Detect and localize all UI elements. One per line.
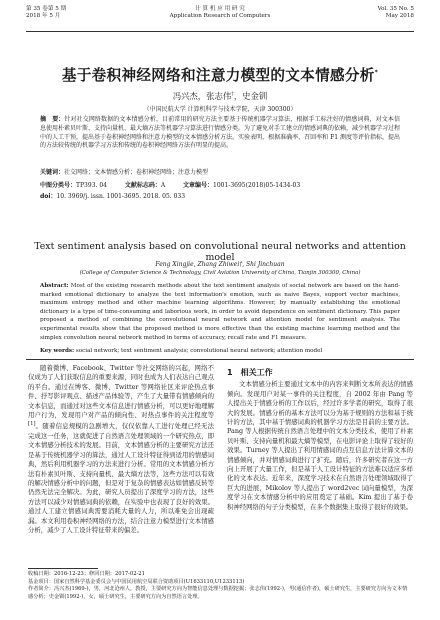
keywords-en-label: Key words:: [40, 348, 75, 354]
paper-title-text: 基于卷积神经网络和注意力模型的文本情感分析: [61, 67, 375, 84]
clc-label: 中图分类号：: [40, 182, 77, 189]
footnote-fund: 基金项目：国家自然科学基金委员会与中国民用航空局联合资助项目(U1633110,U1233113): [28, 578, 245, 585]
body-paragraph: 随着微博、Facebook、Twitter 等社交网络的兴起，网络不仅成为了人们获取信息的重要来源，同时也成为人们表达自己观点的平台。通过在博客、微博、Twitter 等网络社区来评论热点事件、抒写影评观点、描述产品体验等，产生了大量带有情感倾向的文本信息，而通过对这些文本信息进行情感分析，可以更好地理解用户行为，发现用户对产品的倾向性、对热点事件的关注程度等[1]。随着信息规模的急剧增大，仅仅依靠人工进行处理已经无法完成这一任务，这就促进了自然语言处理领域的一个研究热点，即文本情感分析技术的发展。目前，文本情感分析的主要研究方法还是基于传统机器学习的算法，通过人工设计特征得到适用的情感词典，然后利用机器学习的方法来进行分析。常用的文本情感分析方法有朴素贝叶斯、支持向量机、最大熵方法等，这些方法可以有效的解决情感分析中的问题，但是对于复杂的情感表达如情感反转等仍然无法完全解决。为此，研究人员提出了深度学习的方法，这些方法可以减少对情感词典的依赖，在实验中也表现了良好的效果。通过人工建立情感词典需要消耗大量的人力，所以难免会出现疏漏。本文利用卷积神经网络的方法，结合注意力模型进行文本情感分析，减少了人工设计特征带来的偏差。: [28, 364, 214, 535]
abstract-rule: [26, 359, 414, 360]
header-date-en: May 2018: [385, 13, 414, 20]
doc-code-value: A: [160, 182, 166, 189]
footnote-received: 收稿日期：2016-12-23；修回日期：2017-02-21: [28, 571, 145, 577]
classification-line: [40, 182, 400, 191]
body-paragraph: 文本情感分析主要通过文本中的内容来判断文本所表达的情感倾向。发现用户对某一事件的关注程度，自 2002 年由 Pang 等人提出关于情感分析的工作以后，经过许多学者的研究，取得了很大的发展。情感分析的基本方法可以分为基于规则的方法和基于统计的方法，其中基于情感词典的机器学习方法是目前的主要方法。Pang 等人根据传统自然语言处理中的文本分类技术，使用了朴素贝叶斯、支持向量机和最大熵等模型，在电影评论上取得了较好的效果。Turney 等人提出了利用情感词的点互信息方法计算文本的情感倾向，并对情感词典进行了扩充。随后，许多研究者在这一方向上开展了大量工作，但是基于人工设计特征的方法难以适应多样化的文本表达。近年来，深度学习技术在自然语言处理领域取得了巨大的进展，Mikolov 等人提出了 word2vec 词向量模型，为深度学习在文本情感分析中的应用奠定了基础。Kim 提出了基于卷积神经网络的句子分类模型，在多个数据集上取得了很好的效果。: [227, 380, 413, 511]
corresponding-mark: †: [231, 91, 234, 98]
keywords-cn-label: 关键词：: [40, 169, 65, 176]
title-footnote-mark: *: [374, 69, 379, 77]
running-header: [26, 6, 414, 30]
keywords-en: [40, 347, 400, 355]
header-volume: 第 35 卷第 5 期: [26, 6, 67, 12]
english-affiliation: (College of Computer Science & Technology, Civil Aviation University of China, Tianjin 300300, China): [79, 270, 361, 276]
section-heading: 1 相关工作: [227, 368, 273, 377]
article-no-label: 文章编号：: [183, 182, 214, 189]
doc-code-label: 文献标志码：: [124, 182, 161, 189]
header-journal: [26, 6, 414, 21]
body-column-right: [227, 364, 413, 512]
clc-value: TP393. 04: [76, 182, 107, 189]
header-journal-cn: 计 算 机 应 用 研 究: [195, 6, 245, 12]
abstract-cn: [40, 116, 400, 151]
english-title: Text sentiment analysis based on convolutional neural networks and attention model: [34, 241, 406, 263]
authors-tail: ，史金钏: [233, 91, 268, 101]
body-column-left: [28, 364, 214, 535]
header-vol-no: Vol. 35 No. 5: [377, 6, 414, 12]
author-list: [0, 90, 440, 102]
header-rule: [26, 31, 414, 32]
authors-main: 冯兴杰，张志伟: [172, 91, 232, 101]
doi-label: doi：: [40, 193, 57, 200]
abstract-cn-text: 针对社交网络数据的文本情感分析，目前常用的研究方法主要基于传统机器学习算法，根据手工标注好的情感词典，对文本信息使用朴素贝叶斯、支持向量机、最大熵方法等机器学习算法进行情感分类。为了避免对手工建立的情感词典的依赖，减少机器学习过程中的人工干预，提出基于卷积神经网络和注意力模型的文本情感分析方法。实验表明，根据准确率、召回率和 F1 测度等评价指标，提出的方法较传统的机器学习方法和传统的卷积神经网络方法有明显的提高。: [40, 116, 401, 150]
footnote-rule: [28, 568, 98, 569]
footnote-bio: 作者简介：冯兴杰(1969-)，男，河北沧州人，教授，主要研究方向为智能信息处理与数据挖掘；张志伟(1992-)，男(通信作者)，硕士研究生，主要研究方向为文本情感分析；史金钏(1992-)，女，硕士研究生，主要研究方向为自然语言处理。: [28, 586, 408, 600]
abstract-en-text: Most of the existing research methods about the text sentiment analysis of social network are based on the hand-marked emotional dictionary to analyze the text information's emotion, such as naive Bayes, support vector machines, maximum entropy method and other machine learning algorithms. However, by manually establishing the emotional dictionary is a type of time-consuming and laborious work, in order to avoid dependence on sentiment dictionary. This paper proposed a method of combining the convolutional neural network and attention model for sentiment analysis. The experimental results show that the proposed method is more effective than the existing machine learning method and the simplex convolution neural network method in terms of accuracy, recall rate and F1 measure.: [40, 283, 400, 341]
abstract-en-label: Abstract:: [40, 283, 69, 289]
doi-value: 10. 3969/j. issn. 1001-3695. 2018. 05. 033: [56, 193, 186, 200]
footnote: [28, 571, 412, 601]
affiliation: （中国民航大学 计算机科学与技术学院，天津 300300）: [143, 106, 297, 113]
abstract-en: [40, 282, 400, 342]
keywords-en-text: social network; text sentiment analysis; convolutional neural network; attention model: [75, 348, 323, 354]
header-journal-en: Application Research of Computers: [169, 13, 271, 20]
header-date-cn: 2018 年 5 月: [26, 13, 61, 20]
header-volume-en: [378, 6, 414, 21]
english-authors: Feng Xingjie, Zhang Zhiwei†, Shi Jinchuan: [155, 261, 285, 268]
paper-title: [20, 64, 420, 85]
keywords-cn-text: 社交网络；文本情感分析；卷积神经网络；注意力模型: [64, 169, 209, 176]
doi-line: [40, 193, 400, 202]
article-no-value: 1001-3695(2018)05-1434-03: [213, 182, 301, 189]
abstract-cn-label: 摘 要：: [40, 116, 65, 123]
citation-mark: [1]: [28, 421, 36, 428]
keywords-cn: [40, 169, 400, 178]
